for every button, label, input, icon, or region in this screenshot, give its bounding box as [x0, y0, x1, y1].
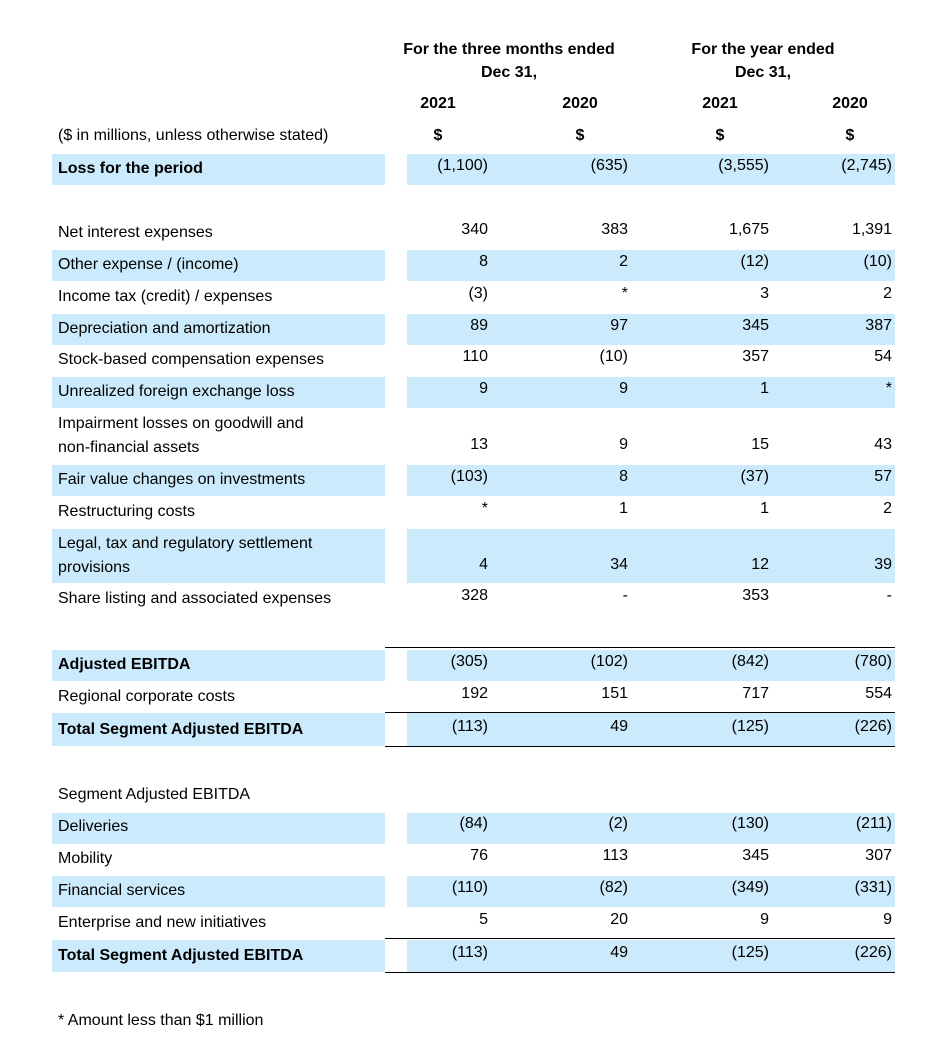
header-year [660, 38, 866, 84]
cell-fy-2021: 1 [760, 500, 769, 517]
row-label: Income tax (credit) / expenses [58, 288, 273, 305]
cell-fy-2021: 9 [760, 911, 769, 928]
cell-q4-2021: 340 [461, 221, 488, 238]
row-label [58, 532, 378, 580]
cell-fy-2021: 1 [760, 380, 769, 397]
cell-fy-2021: (37) [740, 468, 769, 485]
cell-fy-2021: (12) [740, 253, 769, 270]
header-year-date: Dec 31, [734, 64, 792, 81]
cell-fy-2020: (10) [863, 253, 892, 270]
cell-q4-2020: (10) [599, 348, 628, 365]
cell-q4-2020: * [621, 285, 628, 302]
cell-fy-2021: 353 [742, 587, 769, 604]
cell-q4-2020: 151 [601, 685, 628, 702]
cell-fy-2021: 357 [742, 348, 769, 365]
row-label: Segment Adjusted EBITDA [58, 786, 251, 803]
cell-q4-2021: 13 [470, 436, 488, 453]
cell-fy-2020: - [886, 587, 892, 604]
cell-fy-2021: 3 [760, 285, 769, 302]
row-label: Unrealized foreign exchange loss [58, 383, 295, 400]
cell-fy-2020: 54 [874, 348, 892, 365]
row-label: Financial services [58, 882, 186, 899]
cell-q4-2020: 383 [601, 221, 628, 238]
cell-q4-2021: (113) [451, 718, 488, 735]
cell-fy-2020: 554 [865, 685, 892, 702]
cell-q4-2021: 110 [462, 348, 488, 365]
cell-q4-2020: 97 [610, 317, 628, 334]
row-label-line-1: Legal, tax and regulatory settlement [58, 535, 313, 552]
header-three-months-date: Dec 31, [480, 64, 538, 81]
cell-q4-2021: 4 [479, 556, 488, 573]
row-label: Mobility [58, 850, 113, 867]
cell-fy-2021: 345 [742, 847, 769, 864]
cell-q4-2021: (110) [451, 879, 488, 896]
row-label-line-1: Impairment losses on goodwill and [58, 415, 304, 432]
cell-q4-2020: 9 [619, 380, 628, 397]
cell-q4-2020: 34 [610, 556, 628, 573]
cell-q4-2021: (3) [468, 285, 488, 302]
cell-q4-2021: 5 [479, 911, 488, 928]
cell-q4-2021: * [481, 500, 488, 517]
cell-fy-2020: * [885, 380, 892, 397]
row-label: Deliveries [58, 818, 129, 835]
cell-fy-2020: (226) [854, 718, 892, 735]
footnote: * Amount less than $1 million [58, 1012, 264, 1029]
cell-q4-2021: 76 [470, 847, 488, 864]
cell-fy-2021: 12 [751, 556, 769, 573]
cell-q4-2020: 49 [610, 944, 628, 961]
cell-q4-2021: (84) [459, 815, 488, 832]
currency-col-4: $ [845, 127, 855, 144]
cell-q4-2020: 113 [602, 847, 628, 864]
cell-q4-2020: (635) [590, 157, 628, 174]
row-label: Share listing and associated expenses [58, 590, 332, 607]
cell-fy-2020: (2,745) [841, 157, 892, 174]
cell-fy-2020: 39 [874, 556, 892, 573]
cell-fy-2021: (125) [731, 944, 769, 961]
row-label: Adjusted EBITDA [58, 656, 191, 673]
header-three-months [380, 38, 638, 84]
cell-q4-2021: 9 [479, 380, 488, 397]
row-label: Enterprise and new initiatives [58, 914, 267, 931]
cell-q4-2021: (113) [451, 944, 488, 961]
cell-q4-2020: 49 [610, 718, 628, 735]
cell-q4-2021: (1,100) [437, 157, 488, 174]
cell-q4-2020: - [622, 587, 628, 604]
cell-q4-2020: 20 [610, 911, 628, 928]
cell-fy-2020: 307 [865, 847, 892, 864]
cell-fy-2020: 387 [865, 317, 892, 334]
cell-fy-2020: 2 [883, 500, 892, 517]
row-label: Total Segment Adjusted EBITDA [58, 721, 304, 738]
header-three-months-title: For the three months ended [403, 41, 615, 58]
cell-q4-2020: (2) [608, 815, 628, 832]
cell-q4-2021: 192 [461, 685, 488, 702]
row-label: Other expense / (income) [58, 256, 239, 273]
row-label-line-2: non-financial assets [58, 439, 200, 456]
cell-fy-2021: (842) [731, 653, 769, 670]
cell-fy-2021: (349) [731, 879, 769, 896]
cell-q4-2020: 2 [619, 253, 628, 270]
cell-fy-2020: 2 [883, 285, 892, 302]
cell-fy-2020: 1,391 [851, 221, 892, 238]
header-year-title: For the year ended [691, 41, 835, 58]
row-label: Regional corporate costs [58, 688, 235, 705]
row-label [58, 412, 378, 460]
cell-q4-2021: 328 [461, 587, 488, 604]
cell-q4-2020: (82) [599, 879, 628, 896]
cell-fy-2020: 9 [883, 911, 892, 928]
row-label-line-2: provisions [58, 559, 131, 576]
cell-fy-2021: (125) [731, 718, 769, 735]
year-col-1: 2021 [420, 95, 456, 112]
cell-q4-2021: 89 [470, 317, 488, 334]
cell-q4-2021: (305) [450, 653, 488, 670]
cell-q4-2020: 1 [619, 500, 628, 517]
cell-fy-2020: (226) [854, 944, 892, 961]
cell-fy-2020: (331) [854, 879, 892, 896]
cell-fy-2020: 43 [874, 436, 892, 453]
row-label: Restructuring costs [58, 503, 195, 520]
currency-col-2: $ [575, 127, 585, 144]
cell-q4-2021: 8 [479, 253, 488, 270]
cell-fy-2021: 15 [751, 436, 769, 453]
cell-fy-2020: 57 [874, 468, 892, 485]
unit-label: ($ in millions, unless otherwise stated) [58, 127, 329, 144]
row-label: Fair value changes on investments [58, 471, 306, 488]
year-col-2: 2020 [562, 95, 598, 112]
cell-fy-2021: 1,675 [728, 221, 769, 238]
currency-col-1: $ [433, 127, 443, 144]
cell-fy-2021: (130) [731, 815, 769, 832]
cell-q4-2020: (102) [590, 653, 628, 670]
cell-fy-2020: (780) [854, 653, 892, 670]
cell-fy-2021: 717 [742, 685, 769, 702]
cell-q4-2021: (103) [450, 468, 488, 485]
row-label: Stock-based compensation expenses [58, 351, 324, 368]
cell-fy-2021: 345 [742, 317, 769, 334]
cell-q4-2020: 9 [619, 436, 628, 453]
cell-fy-2020: (211) [855, 815, 892, 832]
year-col-3: 2021 [702, 95, 738, 112]
row-label: Total Segment Adjusted EBITDA [58, 947, 304, 964]
row-label: Depreciation and amortization [58, 320, 271, 337]
year-col-4: 2020 [832, 95, 868, 112]
cell-q4-2020: 8 [619, 468, 628, 485]
cell-fy-2021: (3,555) [718, 157, 769, 174]
row-label: Net interest expenses [58, 224, 213, 241]
row-label: Loss for the period [58, 160, 203, 177]
currency-col-3: $ [715, 127, 725, 144]
